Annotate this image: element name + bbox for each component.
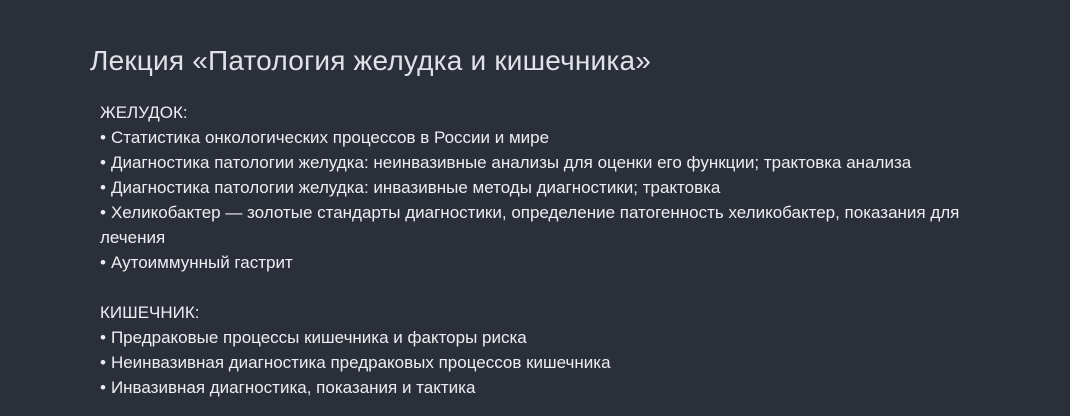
page-title: Лекция «Патология желудка и кишечника» — [90, 45, 652, 76]
bullet-marker: • — [100, 353, 106, 372]
list-item — [100, 200, 985, 250]
bullet-marker: • — [100, 153, 106, 172]
bullet-marker: • — [100, 128, 106, 147]
list-item — [100, 325, 985, 350]
list-item — [100, 175, 985, 200]
lecture-program — [100, 100, 985, 400]
list-item — [100, 375, 985, 400]
list-item — [100, 250, 985, 275]
list-item-text: Инвазивная диагностика, показания и тактика — [110, 378, 476, 397]
list-item-text: Диагностика патологии желудка: инвазивные методы диагностики; трактовка — [110, 178, 721, 197]
list-item — [100, 350, 985, 375]
bullet-marker: • — [100, 378, 106, 397]
list-item — [100, 125, 985, 150]
section-intestine — [100, 300, 985, 400]
section-heading-stomach: ЖЕЛУДОК: — [100, 103, 188, 122]
list-item-text: Неинвазивная диагностика предраковых процессов кишечника — [110, 353, 611, 372]
bullet-marker: • — [100, 203, 106, 222]
list-item — [100, 150, 985, 175]
list-item-text: Хеликобактер — золотые стандарты диагностики, определение патогенность хеликобактер, показания для лечения — [100, 203, 960, 247]
section-heading-intestine: КИШЕЧНИК: — [100, 303, 200, 322]
list-item-text: Статистика онкологических процессов в России и мире — [110, 128, 550, 147]
bullet-marker: • — [100, 178, 106, 197]
section-stomach — [100, 100, 985, 275]
list-item-text: Диагностика патологии желудка: неинвазивные анализы для оценки его функции; трактовка анализа — [110, 153, 912, 172]
bullet-marker: • — [100, 328, 106, 347]
list-item-text: Аутоиммунный гастрит — [110, 253, 293, 272]
list-item-text: Предраковые процессы кишечника и факторы риска — [110, 328, 527, 347]
bullet-marker: • — [100, 253, 106, 272]
